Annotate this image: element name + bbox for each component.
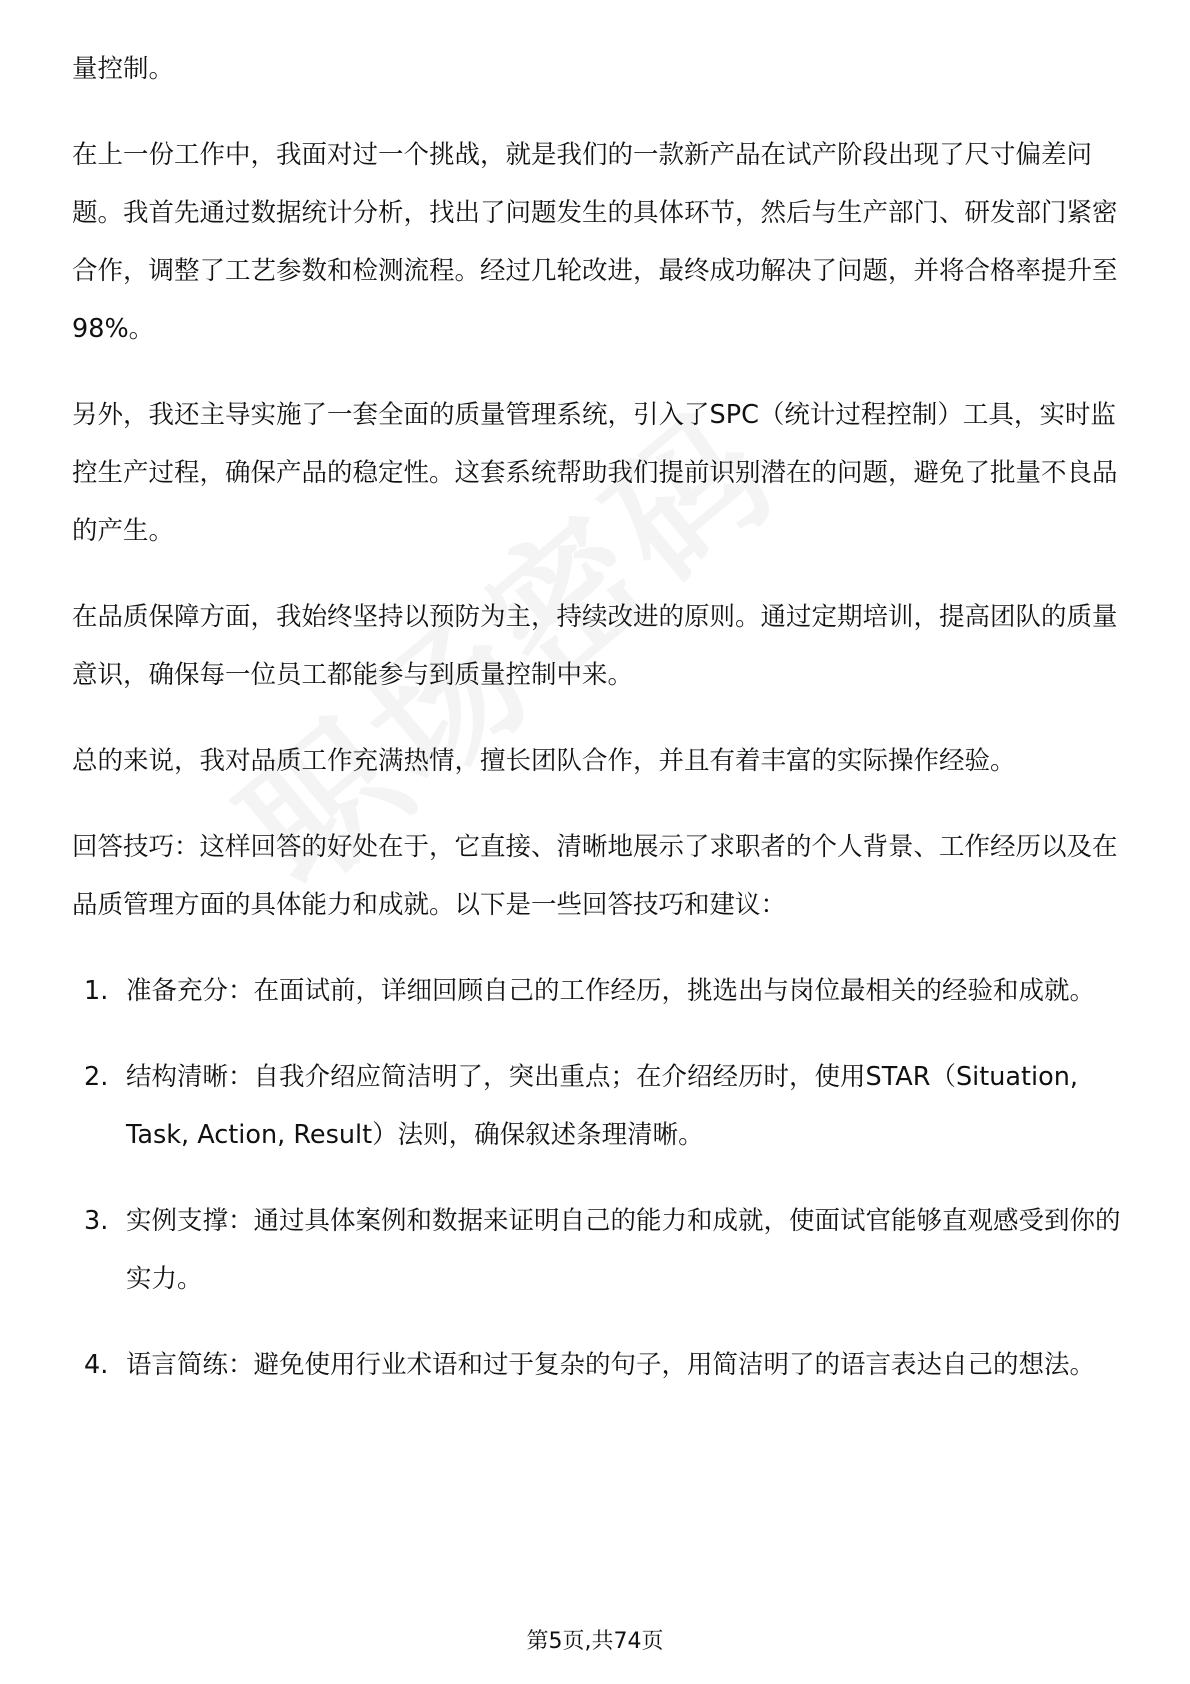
list-item	[72, 1048, 1122, 1164]
list-item-text: 结构清晰：自我介绍应简洁明了，突出重点；在介绍经历时，使用STAR（Situation, Task, Action, Result）法则，确保叙述条理清晰。	[126, 1062, 1078, 1150]
list-item-text: 准备充分：在面试前，详细回顾自己的工作经历，挑选出与岗位最相关的经验和成就。	[126, 976, 1096, 1006]
list-item-text: 语言简练：避免使用行业术语和过于复杂的句子，用简洁明了的语言表达自己的想法。	[126, 1350, 1096, 1380]
list-item-text: 实例支撑：通过具体案例和数据来证明自己的能力和成就，使面试官能够直观感受到你的实力。	[126, 1206, 1121, 1294]
page-number-footer: 第5页,共74页	[526, 1629, 664, 1654]
page-content	[72, 40, 1122, 1394]
list-item	[72, 1192, 1122, 1308]
list-item	[72, 962, 1122, 1020]
paragraph-answer-tips-intro: 回答技巧：这样回答的好处在于，它直接、清晰地展示了求职者的个人背景、工作经历以及在品质管理方面的具体能力和成就。以下是一些回答技巧和建议：	[72, 832, 1118, 920]
paragraph-quality-system: 另外，我还主导实施了一套全面的质量管理系统，引入了SPC（统计过程控制）工具，实时监控生产过程，确保产品的稳定性。这套系统帮助我们提前识别潜在的问题，避免了批量不良品的产生。	[72, 400, 1118, 546]
paragraph-summary: 总的来说，我对品质工作充满热情，擅长团队合作，并且有着丰富的实际操作经验。	[72, 746, 1016, 776]
list-item-number: 4.	[84, 1350, 109, 1380]
list-item-number: 1.	[84, 976, 109, 1006]
paragraph-continuation: 量控制。	[72, 54, 175, 84]
list-item-number: 2.	[84, 1062, 109, 1092]
paragraph-challenge: 在上一份工作中，我面对过一个挑战，就是我们的一款新产品在试产阶段出现了尺寸偏差问题。我首先通过数据统计分析，找出了问题发生的具体环节，然后与生产部门、研发部门紧密合作，调整了工艺参数和检测流程。经过几轮改进，最终成功解决了问题，并将合格率提升至98%。	[72, 140, 1118, 344]
list-item	[72, 1336, 1122, 1394]
list-item-number: 3.	[84, 1206, 109, 1236]
tips-list	[72, 962, 1122, 1394]
paragraph-quality-assurance: 在品质保障方面，我始终坚持以预防为主，持续改进的原则。通过定期培训，提高团队的质量意识，确保每一位员工都能参与到质量控制中来。	[72, 602, 1118, 690]
